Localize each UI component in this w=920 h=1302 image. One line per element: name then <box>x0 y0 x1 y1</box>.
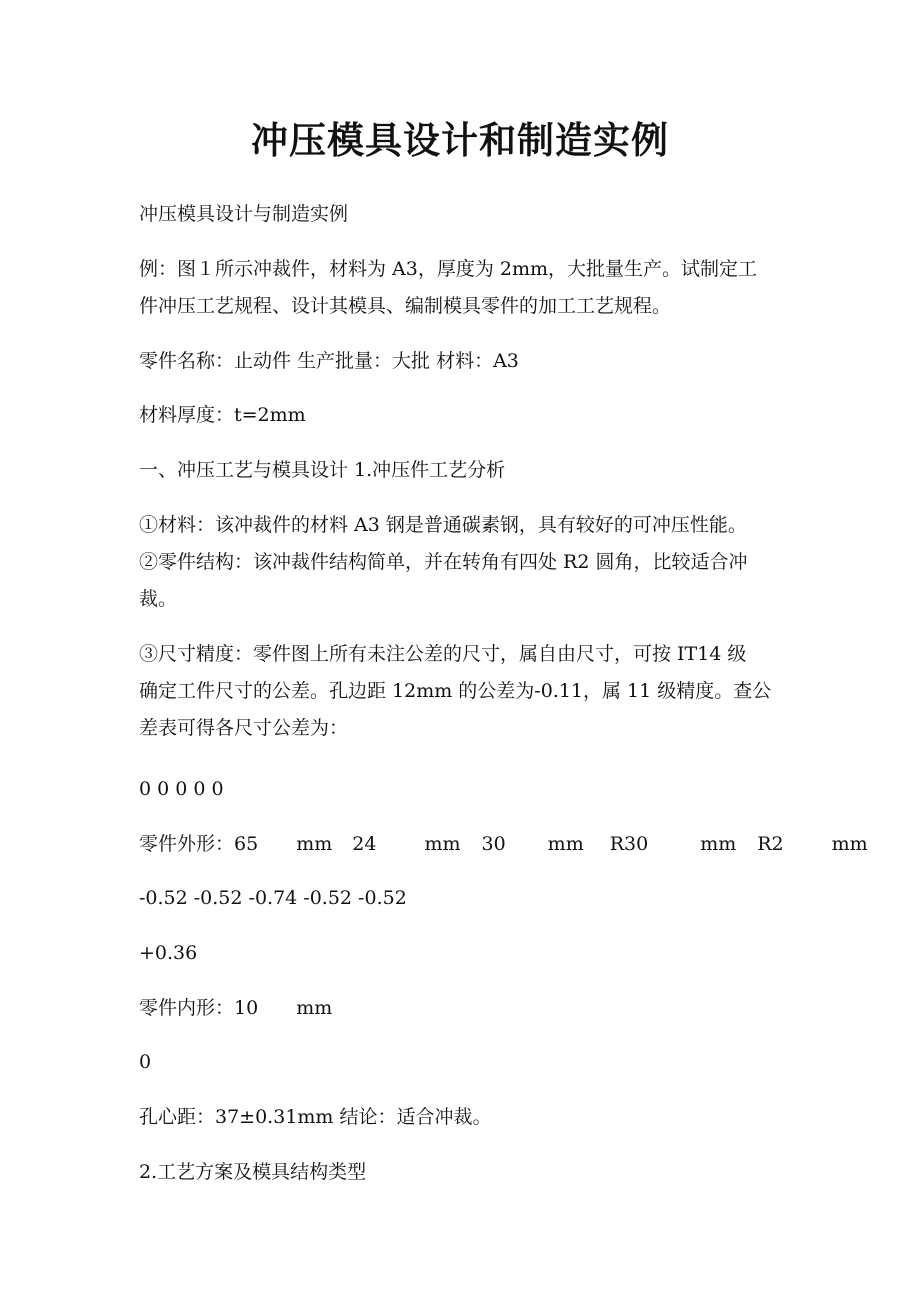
outer-dim-value: 24 <box>352 833 377 855</box>
outer-dim-unit: mm <box>700 833 737 855</box>
document-title: 冲压模具设计和制造实例 <box>251 118 669 162</box>
intro-line-2: 件冲压工艺规程、设计其模具、编制模具零件的加工工艺规程。 <box>139 295 672 317</box>
outer-label: 零件外形： <box>139 833 235 855</box>
outer-dim-unit: mm <box>296 833 333 855</box>
inner-dimensions <box>139 990 784 1027</box>
outer-dim-value: 30 <box>481 833 506 855</box>
outer-dim-value: 65 <box>234 833 259 855</box>
item-structure-line-2: 裁。 <box>139 588 178 610</box>
section-heading-1: 一、冲压工艺与模具设计 1.冲压件工艺分析 <box>139 459 506 481</box>
inner-label: 零件内形： <box>139 997 235 1019</box>
outer-dim-unit: mm <box>831 833 868 855</box>
outer-dim-unit: mm <box>547 833 584 855</box>
item-material: ①材料：该冲裁件的材料 A3 钢是普通碳素钢，具有较好的可冲压性能。 <box>139 514 747 536</box>
section-heading-2: 2.工艺方案及模具结构类型 <box>139 1161 367 1183</box>
intro-line-1: 例：图１所示冲裁件，材料为 A3，厚度为 2mm，大批量生产。试制定工 <box>139 258 758 280</box>
outer-dim-unit: mm <box>424 833 461 855</box>
outer-dim-value: R30 <box>609 833 649 855</box>
hole-distance-conclusion: 孔心距：37±0.31mm 结论：适合冲裁。 <box>139 1106 492 1128</box>
inner-dim-value: 10 <box>234 997 259 1019</box>
inner-tolerance-lower: 0 <box>139 1051 152 1073</box>
tolerance-upper-zeros: 0 0 0 0 0 <box>139 778 224 800</box>
outer-dimensions <box>139 826 868 863</box>
part-info: 零件名称：止动件 生产批量：大批 材料：A3 <box>139 350 519 372</box>
item-precision-line-1: ③尺寸精度：零件图上所有未注公差的尺寸，属自由尺寸，可按 IT14 级 <box>139 643 747 665</box>
item-precision-line-3: 差表可得各尺寸公差为： <box>139 717 349 739</box>
item-structure-line-1: ②零件结构：该冲裁件结构简单，并在转角有四处 R2 圆角，比较适合冲 <box>139 551 748 573</box>
item-precision-line-2: 确定工件尺寸的公差。孔边距 12mm 的公差为-0.11，属 11 级精度。查公 <box>139 680 772 702</box>
outer-tolerances: -0.52 -0.52 -0.74 -0.52 -0.52 <box>139 887 407 909</box>
inner-dim-unit: mm <box>296 997 333 1019</box>
material-thickness: 材料厚度：t=2mm <box>139 404 306 426</box>
inner-tolerance-upper: +0.36 <box>139 942 198 964</box>
outer-dim-value: R2 <box>757 833 784 855</box>
subtitle: 冲压模具设计与制造实例 <box>139 203 349 225</box>
